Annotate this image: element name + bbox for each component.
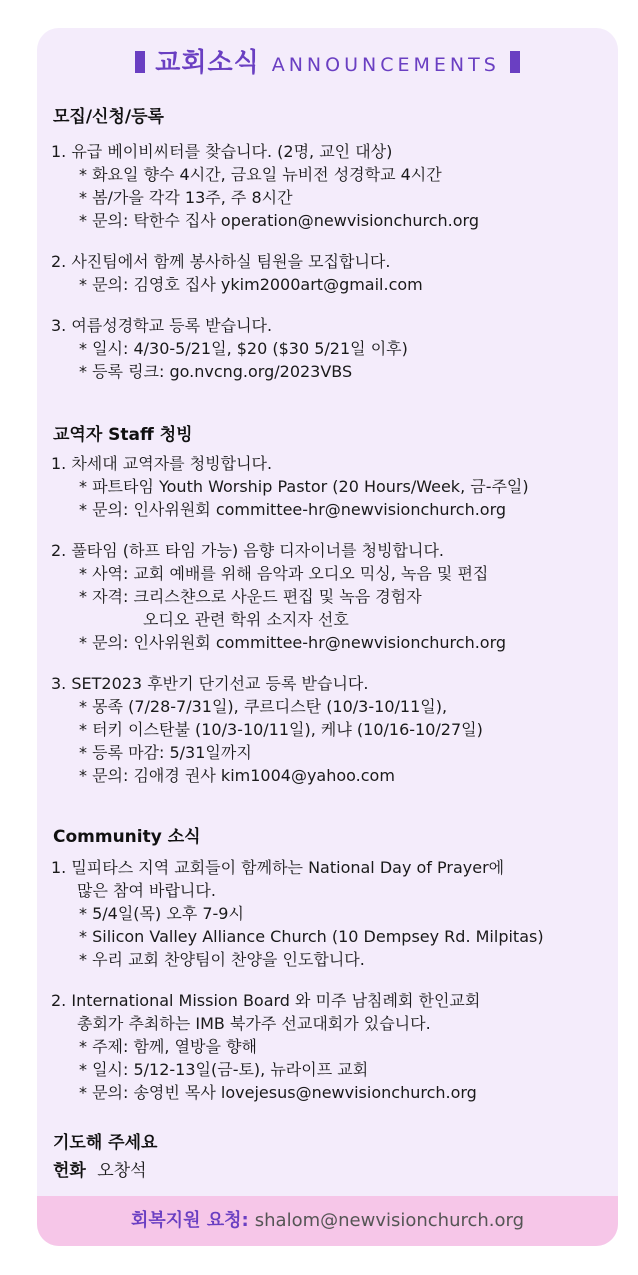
item-title: 1. 밀피타스 지역 교회들이 함께하는 National Day of Prayer에 [51,858,505,877]
item-detail: * 문의: 김애경 권사 kim1004@yahoo.com [79,766,395,785]
item-detail: * 문의: 탁한수 집사 operation@newvisionchurch.org [79,211,480,230]
list-item [51,452,611,521]
item-detail: * 문의: 김영호 집사 ykim2000art@gmail.com [79,275,423,294]
item-detail: * 자격: 크리스챤으로 사운드 편집 및 녹음 경험자 [79,587,422,606]
item-title: 1. 유급 베이비씨터를 찾습니다. (2명, 교인 대상) [51,142,393,161]
item-title-cont: 많은 참여 바랍니다. [77,881,216,900]
item-detail: * Silicon Valley Alliance Church (10 Dempsey Rd. Milpitas) [79,927,544,946]
item-detail: * 문의: 인사위원회 committee-hr@newvisionchurch.org [79,633,507,652]
section-staff-items [51,452,611,787]
header-title-en: ANNOUNCEMENTS [271,54,500,76]
footer-label: 회복지원 요청: [130,1210,249,1231]
list-item [51,672,611,787]
item-detail: * 봄/가을 각각 13주, 주 8시간 [79,188,293,207]
footer-banner [37,1196,618,1246]
prayer-name: 오창석 [97,1161,147,1181]
section-title-staff: 교역자 Staff 청빙 [53,425,193,445]
item-title: 2. International Mission Board 와 미주 남침례회 한인교회 [51,991,481,1010]
section-community-items [51,856,611,1104]
list-item [51,140,611,232]
list-item [51,989,611,1104]
item-title: 3. SET2023 후반기 단기선교 등록 받습니다. [51,674,369,693]
item-detail: * 등록 마감: 5/31일까지 [79,743,252,762]
item-detail: * 주제: 함께, 열방을 향해 [79,1037,257,1056]
item-detail: * 일시: 4/30-5/21일, $20 ($30 5/21일 이후) [79,339,408,358]
item-detail: * 사역: 교회 예배를 위해 음악과 오디오 믹싱, 녹음 및 편집 [79,564,489,583]
prayer-label: 헌화 [53,1161,86,1181]
section-title-recruit: 모집/신청/등록 [53,107,164,127]
header-bar-right [510,51,520,73]
announcements-card [37,28,618,1246]
item-detail: * 몽족 (7/28-7/31일), 쿠르디스탄 (10/3-10/11일), [79,697,448,716]
item-detail: * 5/4일(목) 오후 7-9시 [79,904,244,923]
item-detail: * 일시: 5/12-13일(금-토), 뉴라이프 교회 [79,1060,369,1079]
item-detail: * 화요일 향수 4시간, 금요일 뉴비전 성경학교 4시간 [79,165,442,184]
list-item [51,856,611,971]
item-detail: * 우리 교회 찬양팀이 찬양을 인도합니다. [79,950,365,969]
header-bar-left [135,51,145,73]
list-item [51,314,611,383]
item-detail: * 문의: 인사위원회 committee-hr@newvisionchurch.org [79,500,507,519]
item-detail: * 터키 이스탄불 (10/3-10/11일), 케냐 (10/16-10/27일) [79,720,483,739]
section-title-community: Community 소식 [53,827,201,847]
item-title: 1. 차세대 교역자를 청빙합니다. [51,454,273,473]
item-detail: * 문의: 송영빈 목사 lovejesus@newvisionchurch.org [79,1083,477,1102]
prayer-title: 기도해 주세요 [53,1133,158,1153]
header [37,42,618,79]
header-title-ko: 교회소식 [155,48,260,78]
list-item [51,539,611,654]
item-title: 2. 풀타임 (하프 타임 가능) 음향 디자이너를 청빙합니다. [51,541,445,560]
section-recruit-items [51,140,611,383]
item-title: 2. 사진팀에서 함께 봉사하실 팀원을 모집합니다. [51,252,391,271]
item-title: 3. 여름성경학교 등록 받습니다. [51,316,273,335]
prayer-line [53,1156,147,1181]
item-detail: 오디오 관련 학위 소지자 선호 [143,610,349,629]
item-title-cont: 총회가 추최하는 IMB 북가주 선교대회가 있습니다. [77,1014,431,1033]
footer-email-link[interactable]: shalom@newvisionchurch.org [254,1210,525,1231]
item-detail: * 파트타임 Youth Worship Pastor (20 Hours/Week, 금-주일) [79,477,529,496]
item-detail: * 등록 링크: go.nvcng.org/2023VBS [79,362,353,381]
list-item [51,250,611,296]
